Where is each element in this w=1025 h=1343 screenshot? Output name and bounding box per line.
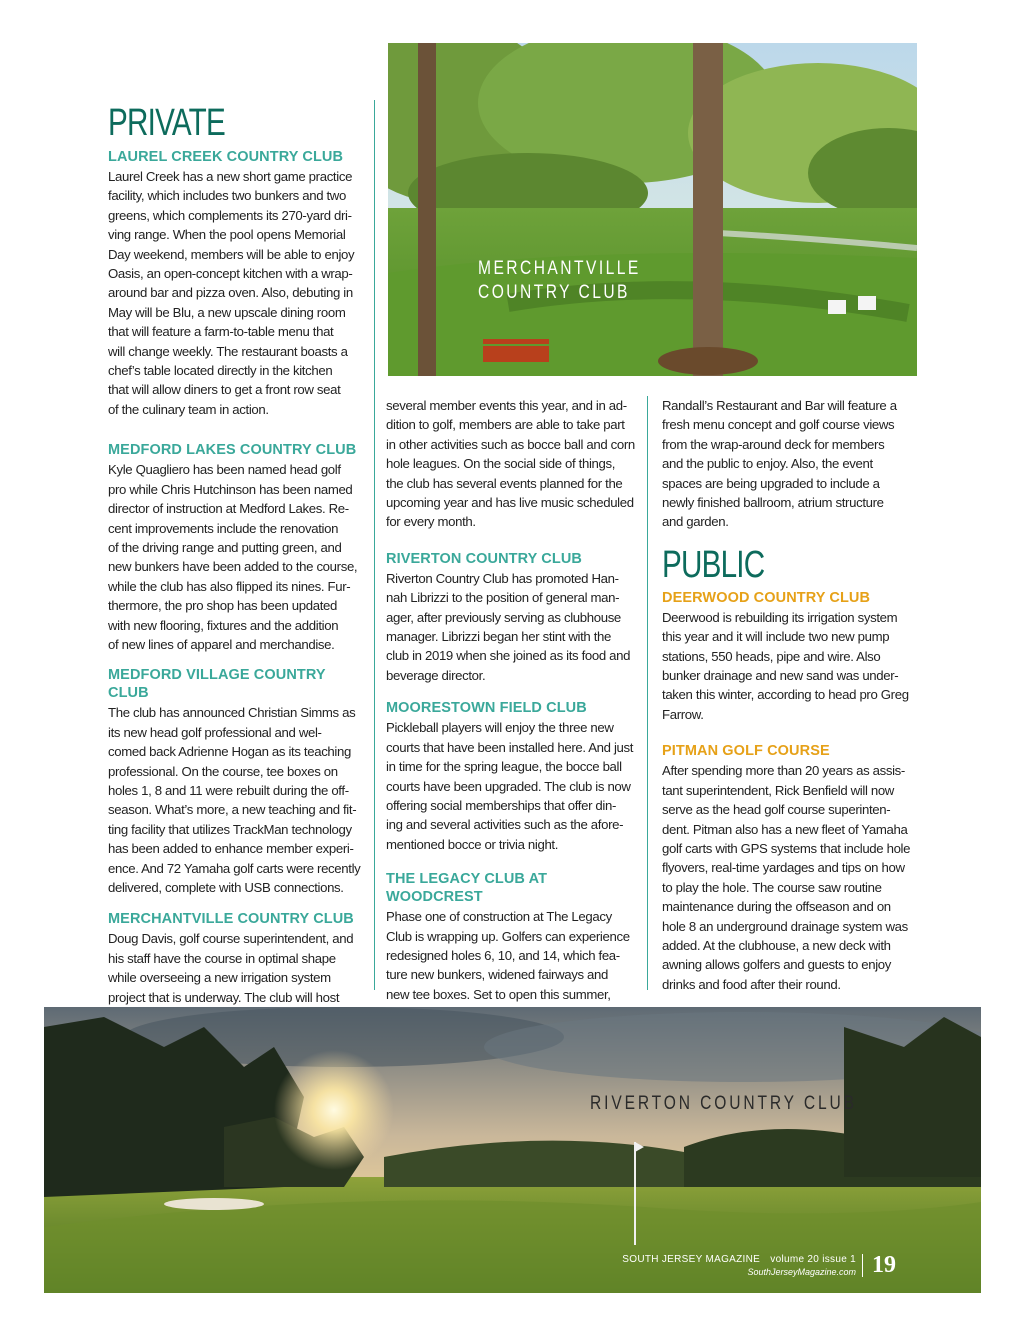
article-line: that will allow diners to get a front row seat xyxy=(108,382,341,398)
article-line: drinks and food after their round. xyxy=(662,976,841,992)
merchantville-photo-art xyxy=(388,43,917,376)
merchantville-caption-line1: MERCHANTVILLE xyxy=(478,258,641,279)
article-line: ing and several activities such as the afore- xyxy=(386,817,624,833)
article-line: ting facility that utilizes TrackMan technology xyxy=(108,821,352,837)
article-line: Pickleball players will enjoy the three new xyxy=(386,720,614,736)
article-merchantville-part1 xyxy=(108,929,370,1007)
article-merchantville-part2 xyxy=(386,396,644,532)
article-line: The club has announced Christian Simms as xyxy=(108,705,356,721)
article-line: in other activities such as bocce ball and corn xyxy=(386,436,635,452)
article-line: season. What’s more, a new teaching and fit- xyxy=(108,802,357,818)
article-line: Day weekend, members will be able to enjoy xyxy=(108,246,355,262)
article-line: comed back Adrienne Hogan as its teaching xyxy=(108,744,351,760)
article-line: Deerwood is rebuilding its irrigation system xyxy=(662,609,898,625)
article-line: will change weekly. The restaurant boasts a xyxy=(108,343,348,359)
article-line: manager. Librizzi began her stint with the xyxy=(386,629,612,645)
club-heading-pitman: PITMAN GOLF COURSE xyxy=(662,743,830,760)
article-line: cent improvements include the renovation xyxy=(108,520,339,536)
article-line: with new flooring, fixtures and the addition xyxy=(108,617,339,633)
article-line: taken this winter, according to head pro Greg xyxy=(662,687,909,703)
article-line: the club has several events planned for the xyxy=(386,475,623,491)
article-line: that will feature a farm-to-table menu that xyxy=(108,324,334,340)
article-line: tant superintendent, Rick Benfield will now xyxy=(662,782,894,798)
article-line: thermore, the pro shop has been updated xyxy=(108,598,338,614)
article-laurel-creek xyxy=(108,167,370,419)
page-number: 19 xyxy=(872,1252,896,1278)
article-line: of the culinary team in action. xyxy=(108,401,269,417)
article-line: Oasis, an open-concept kitchen with a wrap- xyxy=(108,266,353,282)
article-line: while the club has also flipped its nines. Fur- xyxy=(108,578,351,594)
article-line: his staff have the course in optimal shape xyxy=(108,950,336,966)
article-line: this year and it will include two new pump xyxy=(662,629,890,645)
article-line: hole 8 an underground drainage system was xyxy=(662,918,908,934)
article-line: to play the hole. The course saw routine xyxy=(662,879,882,895)
article-line: while overseeing a new irrigation system xyxy=(108,970,331,986)
riverton-caption: RIVERTON COUNTRY CLUB xyxy=(590,1093,857,1114)
club-heading-legacy: THE LEGACY CLUB AT WOODCREST xyxy=(386,871,548,906)
article-line: fresh menu concept and golf course views xyxy=(662,417,895,433)
footer-magazine-name: SOUTH JERSEY MAGAZINE xyxy=(622,1254,761,1265)
section-heading-public: PUBLIC xyxy=(662,543,765,586)
article-line: Randall’s Restaurant and Bar will feature a xyxy=(662,398,897,413)
article-line: Club is wrapping up. Golfers can experience xyxy=(386,928,630,944)
article-line: nah Librizzi to the position of general man- xyxy=(386,590,620,606)
left-column xyxy=(108,104,370,1007)
article-line: Laurel Creek has a new short game practice xyxy=(108,169,353,184)
article-deerwood xyxy=(662,608,920,724)
merchantville-caption xyxy=(478,257,641,305)
article-line: and the public to enjoy. Also, the event xyxy=(662,456,873,472)
article-line: newly finished ballroom, atrium structure xyxy=(662,495,884,511)
article-line: awning allows golfers and guests to enjoy xyxy=(662,957,892,973)
article-line: hole leagues. On the social side of things, xyxy=(386,456,616,472)
article-line: project that is underway. The club will host xyxy=(108,989,340,1005)
article-line: Doug Davis, golf course superintendent, and xyxy=(108,931,354,947)
right-column xyxy=(662,396,920,994)
article-line: ture new bunkers, widened fairways and xyxy=(386,967,609,983)
article-line: of new lines of apparel and merchandise. xyxy=(108,636,335,652)
article-line: new bunkers have been added to the course, xyxy=(108,559,358,575)
article-line: ence. And 72 Yamaha golf carts were recently xyxy=(108,860,361,876)
club-heading-riverton: RIVERTON COUNTRY CLUB xyxy=(386,550,582,567)
article-line: chef’s table located directly in the kitchen xyxy=(108,363,333,379)
article-line: golf carts with GPS systems that include hole xyxy=(662,840,911,856)
article-line: offering social memberships that offer din- xyxy=(386,797,617,813)
article-line: flyovers, real-time yardages and tips on how xyxy=(662,860,905,876)
article-line: added. At the clubhouse, a new deck with xyxy=(662,937,891,953)
article-moorestown xyxy=(386,718,644,854)
column-rule-left xyxy=(374,100,375,990)
article-line: ving range. When the pool opens Memorial xyxy=(108,227,346,243)
article-line: and garden. xyxy=(662,514,729,530)
article-line: for every month. xyxy=(386,514,476,530)
article-line: Farrow. xyxy=(662,706,704,722)
article-line: stations, 550 heads, pipe and wire. Also xyxy=(662,648,881,664)
article-medford-lakes xyxy=(108,460,370,654)
article-line: After spending more than 20 years as assis- xyxy=(662,763,905,779)
article-line: in time for the spring league, the bocce ball xyxy=(386,759,622,775)
article-line: club in 2019 when she joined as its food and xyxy=(386,648,631,664)
footer-website: SouthJerseyMagazine.com xyxy=(747,1267,856,1277)
article-line: maintenance during the offseason and on xyxy=(662,899,891,915)
article-riverton xyxy=(386,569,644,685)
article-line: dent. Pitman also has a new fleet of Yamaha xyxy=(662,821,908,837)
club-heading-medford-village: MEDFORD VILLAGE COUNTRY CLUB xyxy=(108,667,326,702)
article-line: around bar and pizza oven. Also, debuting in xyxy=(108,285,353,301)
article-line: several member events this year, and in ad- xyxy=(386,398,627,413)
article-line: Kyle Quagliero has been named head golf xyxy=(108,462,341,478)
middle-column xyxy=(386,396,644,1004)
article-line: courts have been upgraded. The club is now xyxy=(386,778,631,794)
article-line: its new head golf professional and wel- xyxy=(108,724,322,740)
article-line: from the wrap-around deck for members xyxy=(662,436,885,452)
section-heading-private: PRIVATE xyxy=(108,102,225,144)
article-line: Riverton Country Club has promoted Han- xyxy=(386,570,619,586)
club-heading-moorestown: MOORESTOWN FIELD CLUB xyxy=(386,700,587,717)
article-line: greens, which complements its 270-yard dri- xyxy=(108,207,352,223)
article-legacy-part2 xyxy=(662,396,920,532)
riverton-photo-art xyxy=(44,1007,981,1293)
footer-magazine-line xyxy=(622,1254,856,1265)
club-heading-medford-lakes: MEDFORD LAKES COUNTRY CLUB xyxy=(108,442,357,459)
article-line: beverage director. xyxy=(386,667,486,683)
article-medford-village xyxy=(108,703,370,897)
article-line: courts that have been installed here. And just xyxy=(386,739,634,755)
article-pitman xyxy=(662,761,920,994)
club-heading-laurel-creek: LAUREL CREEK COUNTRY CLUB xyxy=(108,149,344,165)
article-line: delivered, complete with USB connections. xyxy=(108,880,344,895)
club-heading-merchantville: MERCHANTVILLE COUNTRY CLUB xyxy=(108,911,354,928)
article-line: new tee boxes. Set to open this summer, xyxy=(386,986,611,1002)
article-line: pro while Chris Hutchinson has been named xyxy=(108,481,353,497)
article-line: holes 1, 8 and 11 were rebuilt during the off- xyxy=(108,782,349,798)
footer-divider xyxy=(862,1254,863,1277)
riverton-photo xyxy=(44,1007,981,1293)
article-line: ager, after previously serving as clubhouse xyxy=(386,609,621,625)
footer xyxy=(622,1252,966,1284)
article-line: bunker drainage and new sand was under- xyxy=(662,668,899,684)
article-line: director of instruction at Medford Lakes. Re- xyxy=(108,501,349,517)
article-line: serve as the head golf course superinten- xyxy=(662,802,891,818)
merchantville-photo xyxy=(388,43,917,376)
article-legacy-part1 xyxy=(386,907,644,1004)
article-line: professional. On the course, tee boxes on xyxy=(108,763,338,779)
footer-volume: volume 20 issue 1 xyxy=(770,1254,856,1265)
article-line: of the driving range and putting green, and xyxy=(108,539,342,555)
article-line: redesigned holes 6, 10, and 14, which fea- xyxy=(386,947,620,963)
article-line: spaces are being upgraded to include a xyxy=(662,475,880,491)
article-line: mentioned bocce or trivia night. xyxy=(386,836,559,852)
article-line: upcoming year and has live music scheduled xyxy=(386,495,634,511)
merchantville-caption-line2: COUNTRY CLUB xyxy=(478,282,630,303)
article-line: has been added to enhance member experi- xyxy=(108,841,354,857)
article-line: May will be Blu, a new upscale dining room xyxy=(108,304,346,320)
column-rule-right xyxy=(647,396,648,990)
club-heading-deerwood: DEERWOOD COUNTRY CLUB xyxy=(662,589,871,606)
article-line: facility, which includes two bunkers and two xyxy=(108,188,346,204)
article-line: Phase one of construction at The Legacy xyxy=(386,909,612,925)
article-line: dition to golf, members are able to take part xyxy=(386,417,625,433)
